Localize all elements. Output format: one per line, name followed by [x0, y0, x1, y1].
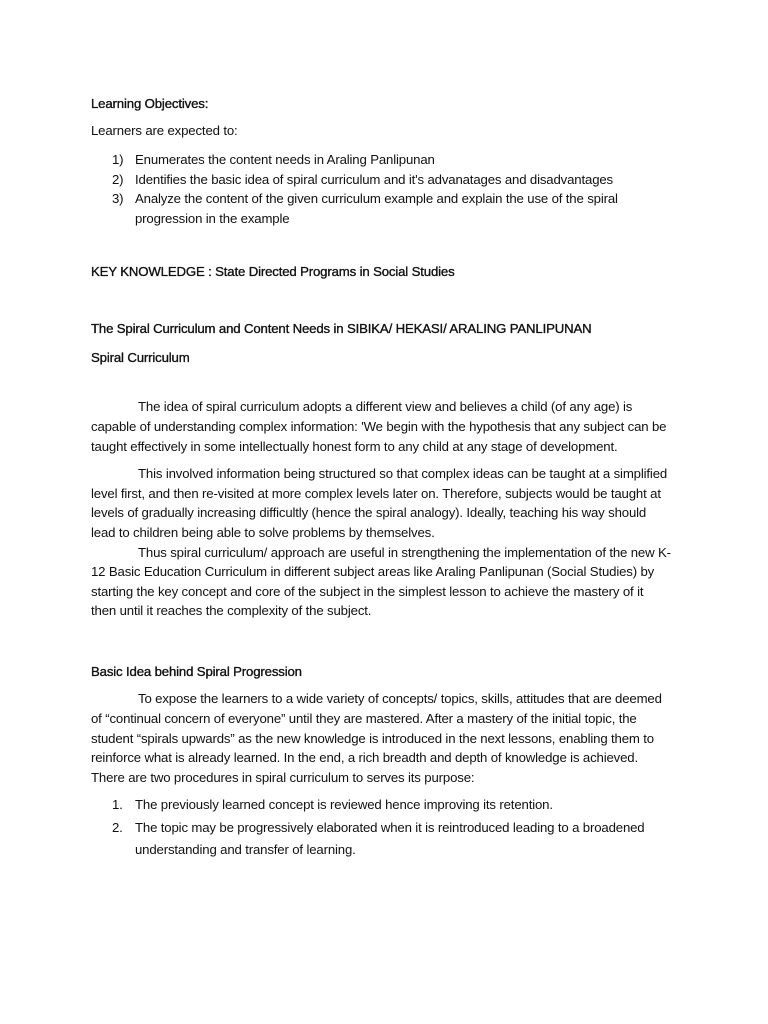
procedure-item [91, 795, 671, 815]
body-paragraph: This involved information being structured so that complex ideas can be taught at a simplified level first, and then re-visited at more complex levels later on. Therefore, subjects would be taught at levels of gradually increasing difficultly (hence the spiral analogy). Ideally, teaching his way should lead to children being able to solve problems by themselves. [91, 466, 668, 540]
procedure-text: The previously learned concept is reviewed hence improving its retention. [135, 797, 553, 813]
procedure-text: The topic may be progressively elaborated when it is reintroduced leading to a broadened understanding and transfer of learning. [135, 820, 645, 858]
body-paragraph: The idea of spiral curriculum adopts a different view and believes a child (of any age) is capable of understanding complex information: 'We begin with the hypothesis that any subject can be taught effectively in some intellectually honest form to any child at any stage of development. [91, 399, 667, 454]
objective-number: 1) [112, 152, 124, 168]
spiral-curriculum-subheading: Spiral Curriculum [91, 349, 190, 365]
procedures-list [91, 795, 671, 861]
objective-text: Analyze the content of the given curriculum example and explain the use of the spiral progression in the example [135, 191, 618, 226]
spiral-progression-heading: Basic Idea behind Spiral Progression [91, 663, 302, 679]
body-paragraph: To expose the learners to a wide variety of concepts/ topics, skills, attitudes that are deemed of “continual concern of everyone” until they are mastered. After a mastery of the initial topic, the student “spirals upwards” as the new knowledge is introduced in the next lessons, enabling them to reinforce what is already learned. In the end, a rich breadth and depth of knowledge is achieved. There are two procedures in spiral curriculum to serves its purpose: [91, 691, 662, 785]
objective-number: 3) [112, 191, 124, 207]
learning-objectives-heading: Learning Objectives: [91, 96, 209, 111]
procedure-item [91, 817, 671, 861]
objective-text: Identifies the basic idea of spiral curriculum and it's advanatages and disadvantages [135, 171, 614, 187]
key-knowledge-heading: KEY KNOWLEDGE : State Directed Programs in Social Studies [91, 263, 455, 279]
objective-number: 2) [112, 171, 124, 187]
objective-item [91, 150, 671, 170]
body-paragraph: Thus spiral curriculum/ approach are useful in strengthening the implementation of the new K-12 Basic Education Curriculum in different subject areas like Araling Panlipunan (Social Studies) by starting the key concept and core of the subject in the simplest lesson to achieve the mastery of it then until it reaches the complexity of the subject. [91, 544, 671, 619]
document-content [91, 94, 671, 861]
learning-objectives-intro: Learners are expected to: [91, 122, 238, 138]
objectives-list [91, 150, 671, 228]
objective-item [91, 170, 671, 190]
procedure-number: 1. [112, 797, 123, 813]
procedure-number: 2. [112, 820, 123, 836]
spiral-section-heading: The Spiral Curriculum and Content Needs in SIBIKA/ HEKASI/ ARALING PANLIPUNAN [91, 321, 592, 337]
objective-text: Enumerates the content needs in Araling Panlipunan [135, 152, 435, 168]
objective-item [91, 189, 671, 228]
